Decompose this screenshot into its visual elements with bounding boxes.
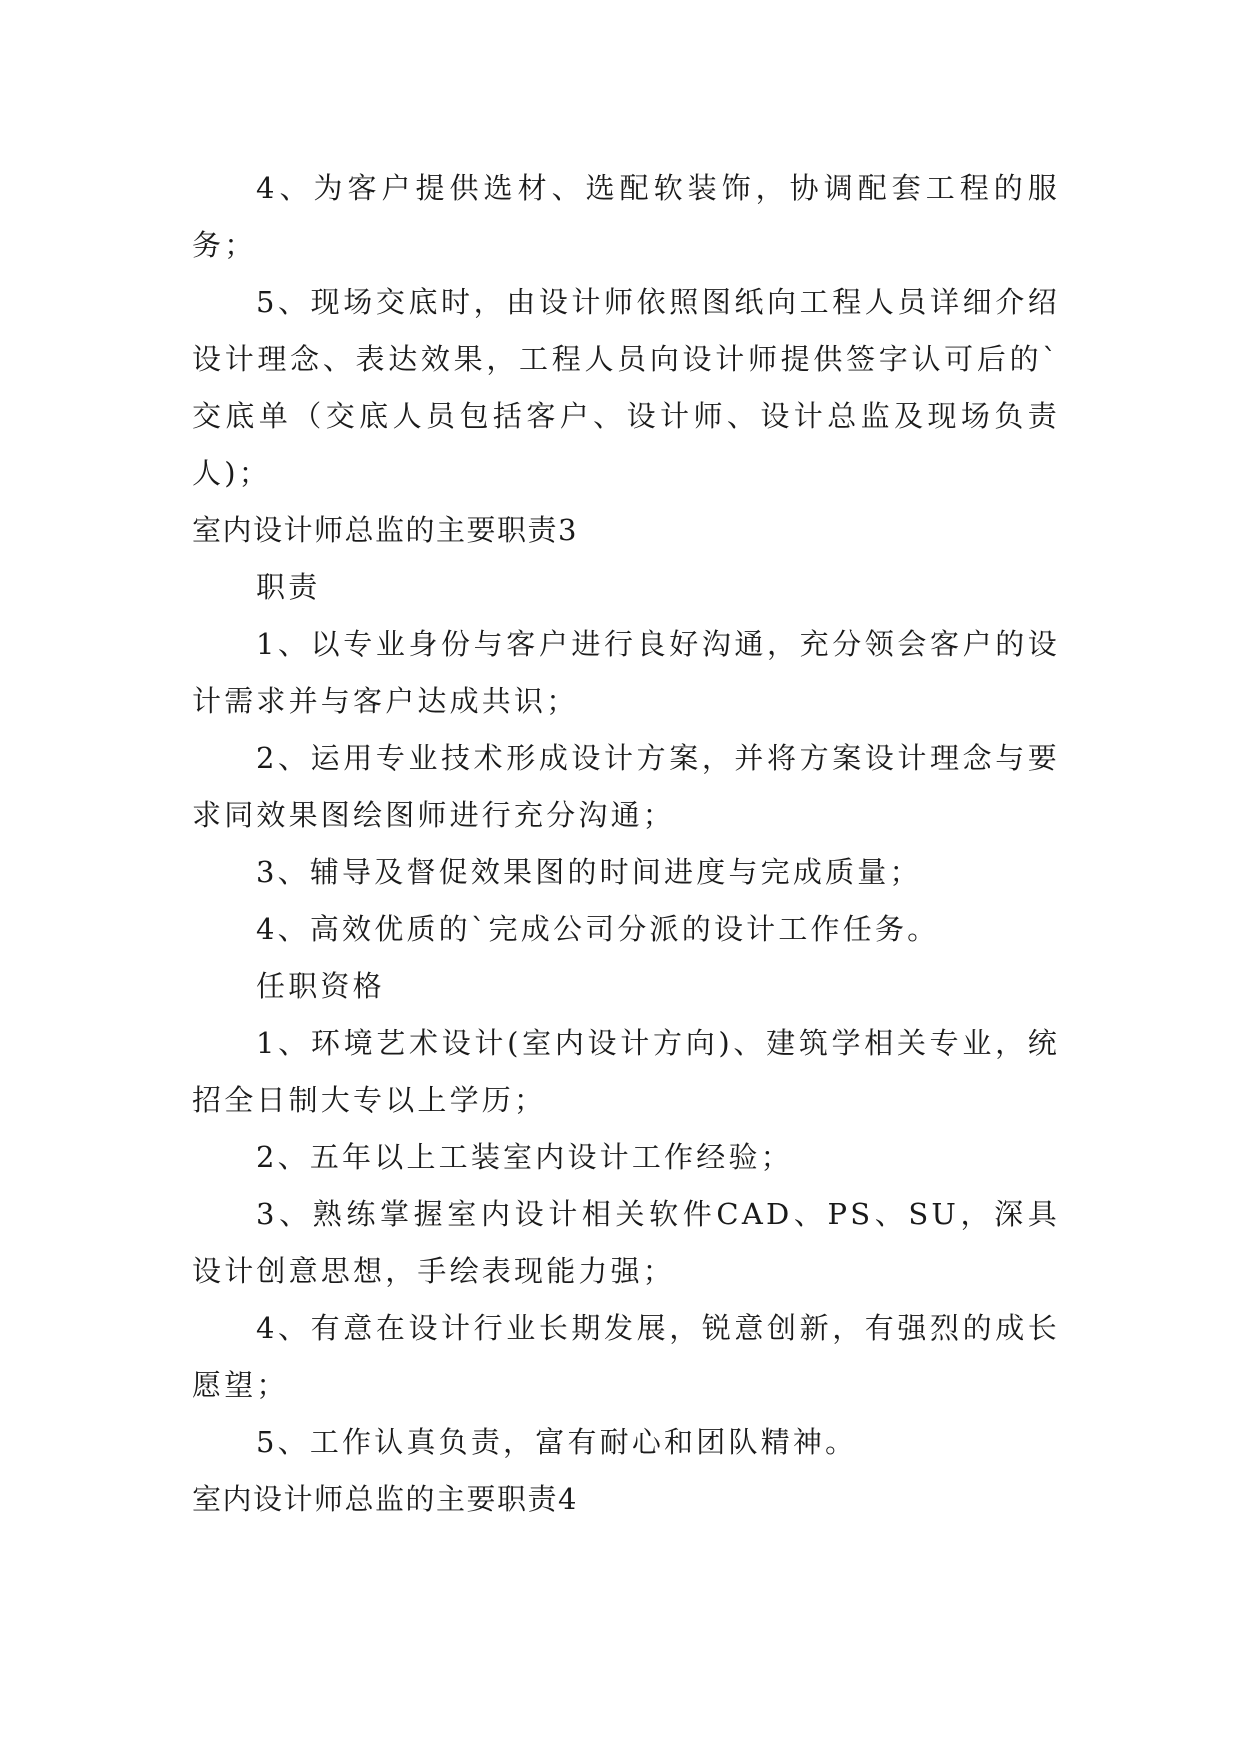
qualification-item-3: 3、熟练掌握室内设计相关软件CAD、PS、SU，深具设计创意思想，手绘表现能力强；: [192, 1197, 1060, 1288]
subheading-qualifications: 任职资格: [256, 969, 385, 1003]
qualification-item-5: 5、工作认真负责，富有耐心和团队精神。: [256, 1425, 858, 1459]
paragraph-item-5-handover: 5、现场交底时，由设计师依照图纸向工程人员详细介绍设计理念、表达效果，工程人员向设计师提供签字认可后的`交底单（交底人员包括客户、设计师、设计总监及现场负责人)；: [192, 285, 1060, 490]
qualification-item-1: 1、环境艺术设计(室内设计方向)、建筑学相关专业，统招全日制大专以上学历；: [192, 1026, 1060, 1117]
qualification-item-4: 4、有意在设计行业长期发展，锐意创新，有强烈的成长愿望；: [192, 1311, 1060, 1402]
qualification-item-2: 2、五年以上工装室内设计工作经验；: [256, 1140, 793, 1174]
section-heading-4: 室内设计师总监的主要职责4: [192, 1482, 578, 1516]
duty-item-1: 1、以专业身份与客户进行良好沟通，充分领会客户的设计需求并与客户达成共识；: [192, 627, 1060, 718]
duty-item-2: 2、运用专业技术形成设计方案，并将方案设计理念与要求同效果图绘图师进行充分沟通；: [192, 741, 1060, 832]
section-heading-3: 室内设计师总监的主要职责3: [192, 513, 578, 547]
paragraph-item-4-service: 4、为客户提供选材、选配软装饰，协调配套工程的服务；: [192, 171, 1060, 262]
subheading-duties: 职责: [256, 570, 321, 604]
document-body: [192, 160, 1060, 1528]
duty-item-4: 4、高效优质的`完成公司分派的设计工作任务。: [256, 912, 940, 946]
duty-item-3: 3、辅导及督促效果图的时间进度与完成质量；: [256, 855, 922, 889]
